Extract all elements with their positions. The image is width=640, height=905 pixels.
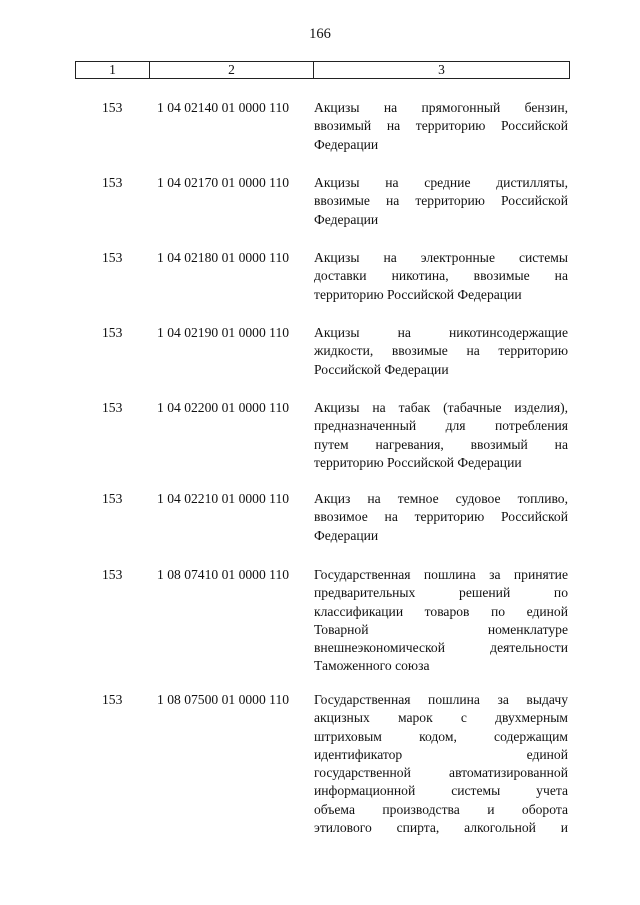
budget-classification-code: 1 08 07410 01 0000 110 (157, 567, 290, 582)
description-line: классификации товаров по единой (314, 603, 568, 619)
budget-classification-code: 1 04 02140 01 0000 110 (157, 100, 290, 115)
income-description (314, 399, 568, 472)
budget-classification-code: 1 04 02190 01 0000 110 (157, 325, 290, 340)
budget-classification-code: 1 08 07500 01 0000 110 (157, 692, 290, 707)
row-number: 153 (102, 250, 123, 265)
description-line: Государственная пошлина за выдачу (314, 692, 568, 707)
description-line: Акцизы на табак (табачные изделия), (314, 400, 568, 415)
description-line: Таможенного союза (314, 658, 430, 674)
description-line: Акцизы на средние дистилляты, (314, 175, 568, 190)
income-description (314, 249, 568, 304)
row-number: 153 (102, 692, 123, 707)
income-description (314, 490, 568, 545)
description-line: штриховым кодом, содержащим (314, 728, 568, 744)
description-line: доставки никотина, ввозимые на (314, 268, 568, 284)
budget-classification-code: 1 04 02200 01 0000 110 (157, 400, 290, 415)
description-line: Акцизы на прямогонный бензин, (314, 100, 568, 115)
budget-classification-code: 1 04 02180 01 0000 110 (157, 250, 290, 265)
header-col-3: 3 (438, 62, 445, 77)
description-line: предназначенный для потребления (314, 418, 568, 434)
description-line: акцизных марок с двухмерным (314, 710, 568, 726)
description-line: территорию Российской Федерации (314, 286, 522, 302)
description-line: жидкости, ввозимые на территорию (314, 343, 568, 359)
income-description (314, 691, 568, 837)
description-line: ввозимое на территорию Российской (314, 509, 568, 525)
row-number: 153 (102, 175, 123, 190)
header-col-1: 1 (76, 62, 150, 78)
description-line: этилового спирта, алкогольной и (314, 820, 568, 836)
description-line: объема производства и оборота (314, 801, 568, 817)
description-line: территорию Российской Федерации (314, 454, 522, 470)
description-line: идентификатор единой (314, 746, 568, 762)
description-line: Федерации (314, 211, 379, 227)
description-line: Акцизы на электронные системы (314, 250, 568, 265)
income-description (314, 324, 568, 379)
description-line: ввозимый на территорию Российской (314, 118, 568, 134)
income-description (314, 566, 568, 676)
description-line: Государственная пошлина за принятие (314, 567, 568, 582)
description-line: Товарной номенклатуре (314, 621, 568, 637)
description-line: внешнеэкономической деятельности (314, 640, 568, 656)
page-number: 166 (309, 26, 331, 42)
description-line: Акцизы на никотинсодержащие (314, 325, 568, 340)
description-line: информационной системы учета (314, 783, 568, 799)
description-line: Российской Федерации (314, 361, 449, 377)
income-description (314, 174, 568, 229)
budget-classification-code: 1 04 02210 01 0000 110 (157, 491, 290, 506)
row-number: 153 (102, 100, 123, 115)
description-line: Федерации (314, 136, 379, 152)
budget-classification-code: 1 04 02170 01 0000 110 (157, 175, 290, 190)
description-line: предварительных решений по (314, 585, 568, 601)
row-number: 153 (102, 400, 123, 415)
header-col-2: 2 (150, 62, 314, 78)
row-number: 153 (102, 325, 123, 340)
description-line: ввозимые на территорию Российской (314, 193, 568, 209)
description-line: путем нагревания, ввозимый на (314, 436, 568, 452)
table-header (75, 61, 570, 79)
description-line: государственной автоматизированной (314, 765, 568, 781)
income-description (314, 99, 568, 154)
row-number: 153 (102, 567, 123, 582)
row-number: 153 (102, 491, 123, 506)
description-line: Федерации (314, 527, 379, 543)
description-line: Акциз на темное судовое топливо, (314, 491, 568, 506)
